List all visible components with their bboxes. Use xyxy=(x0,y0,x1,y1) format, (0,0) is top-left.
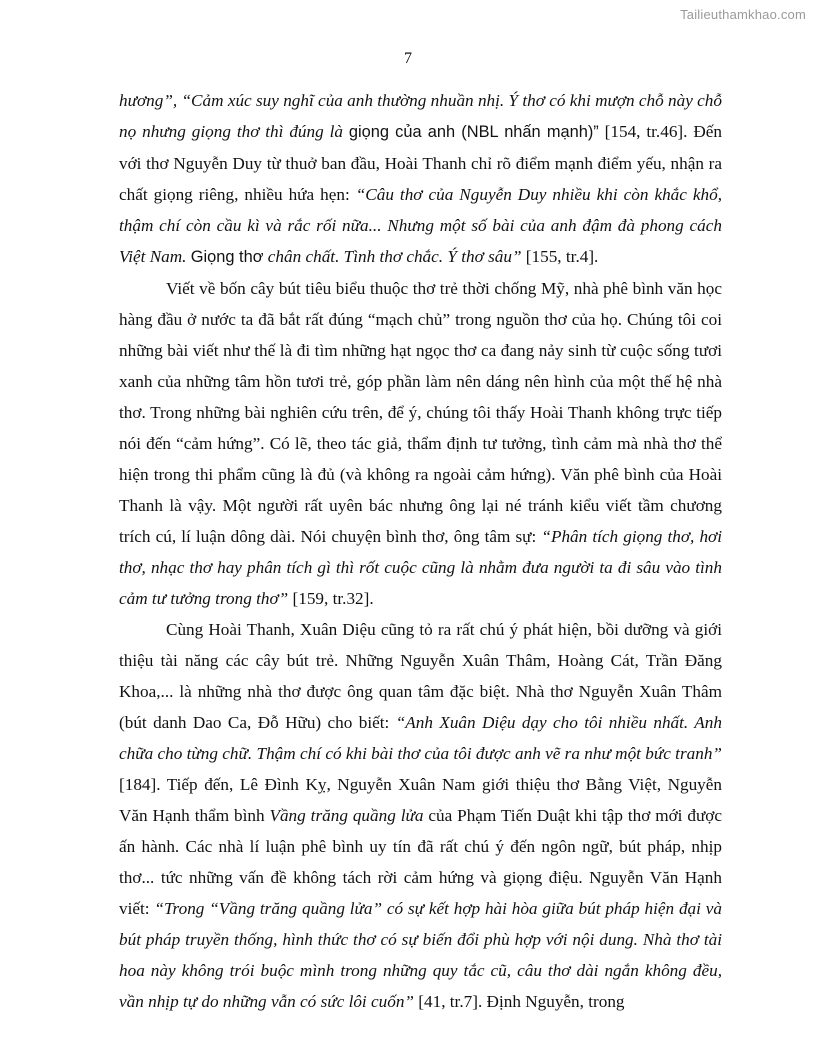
quote-text: “Trong “Vầng trăng quầng lửa” có sự kết hợp hài hòa giữa bút pháp hiện đại và bút pháp truyền thống, hình thức thơ có sự biến đổi phù hợp với nội dung. Nhà thơ tài hoa này không trói buộc mình trong những quy tắc cũ, câu thơ dài ngắn không đều, vần nhịp tự do những vẫn có sức lôi cuốn” xyxy=(119,899,722,1011)
quote-text: “Phân tích giọng thơ, hơi thơ, nhạc thơ hay phân tích gì thì rốt cuộc cũng là nhằm đưa người ta đi sâu vào tình cảm tư tưởng trong thơ” xyxy=(119,527,722,608)
quote-text: chân chất. Tình thơ chắc. Ý thơ sâu” xyxy=(263,247,522,266)
emphasis-text: Giọng thơ xyxy=(190,248,264,266)
body-text: [41, tr.7]. Định Nguyễn, trong xyxy=(413,992,625,1011)
body-text: [154, tr.46]. Đến với thơ Nguyễn Duy từ thuở ban đầu, Hoài Thanh chỉ rõ điểm mạnh điểm yếu, nhận ra chất giọng riêng, nhiều hứa hẹn: xyxy=(119,122,722,204)
note-text: (NBL nhấn mạnh)” xyxy=(455,123,599,141)
page-number: 7 xyxy=(404,50,412,67)
body-text: Cùng Hoài Thanh, Xuân Diệu cũng tỏ ra rất chú ý phát hiện, bồi dưỡng và giới thiệu tài năng các cây bút trẻ. Những Nguyễn Xuân Thâm, Hoàng Cát, Trần Đăng Khoa,... là những nhà thơ được ông quan tâm đặc biệt. Nhà thơ Nguyễn Xuân Thâm (bút danh Dao Ca, Đỗ Hữu) cho biết: xyxy=(119,620,722,732)
quote-text: hương”, “Cảm xúc suy nghĩ của anh thường nhuần nhị. Ý thơ có khi mượn chỗ này chỗ nọ nhưng giọng thơ thì đúng là xyxy=(119,91,722,141)
quote-text: “Câu thơ của Nguyễn Duy nhiều khi còn khắc khổ, thậm chí còn cầu kì và rắc rối nữa... Nhưng một số bài của anh đậm đà phong cách Việt Nam. xyxy=(119,185,722,266)
emphasis-text: giọng của anh xyxy=(348,123,456,141)
quote-text: “Anh Xuân Diệu dạy cho tôi nhiều nhất. Anh chữa cho từng chữ. Thậm chí có khi bài thơ của tôi được anh vẽ ra như một bức tranh” xyxy=(119,713,722,763)
title-text: Vầng trăng quầng lửa xyxy=(269,806,424,825)
citation-text: [155, tr.4]. xyxy=(521,247,599,266)
body-text: của Phạm Tiến Duật khi tập thơ mới được ấn hành. Các nhà lí luận phê bình uy tín đã rất chú ý đến ngôn ngữ, bút pháp, nhịp thơ... tức những vấn đề không tách rời cảm hứng và giọng điệu. Nguyễn Văn Hạnh viết: xyxy=(119,806,722,918)
watermark: Tailieuthamkhao.com xyxy=(680,7,806,22)
paragraph-3 xyxy=(119,614,722,1017)
document-body xyxy=(119,85,722,1017)
body-text: [184]. Tiếp đến, Lê Đình Kỵ, Nguyễn Xuân Nam giới thiệu thơ Bằng Việt, Nguyễn Văn Hạnh thẩm bình xyxy=(119,775,722,825)
citation-text: [159, tr.32]. xyxy=(288,589,374,608)
paragraph-1 xyxy=(119,85,722,273)
body-text: Viết về bốn cây bút tiêu biểu thuộc thơ trẻ thời chống Mỹ, nhà phê bình văn học hàng đầu ở nước ta đã bắt rất đúng “mạch chủ” trong nguồn thơ của họ. Chúng tôi coi những bài viết như thế là đi tìm những hạt ngọc thơ ca đang nảy sinh từ cuộc sống tươi xanh của những tâm hồn tươi trẻ, góp phần làm nên dáng nên hình của một thế hệ nhà thơ. Trong những bài nghiên cứu trên, để ý, chúng tôi thấy Hoài Thanh không trực tiếp nói đến “cảm hứng”. Có lẽ, theo tác giả, thẩm định tư tưởng, tình cảm mà nhà thơ thể hiện trong thi phẩm cũng là đủ (và không ra ngoài cảm hứng). Văn phê bình của Hoài Thanh là vậy. Một người rất uyên bác nhưng ông lại né tránh kiểu viết tầm chương trích cú, lí luận dông dài. Nói chuyện bình thơ, ông tâm sự: xyxy=(119,279,722,546)
paragraph-2 xyxy=(119,273,722,614)
